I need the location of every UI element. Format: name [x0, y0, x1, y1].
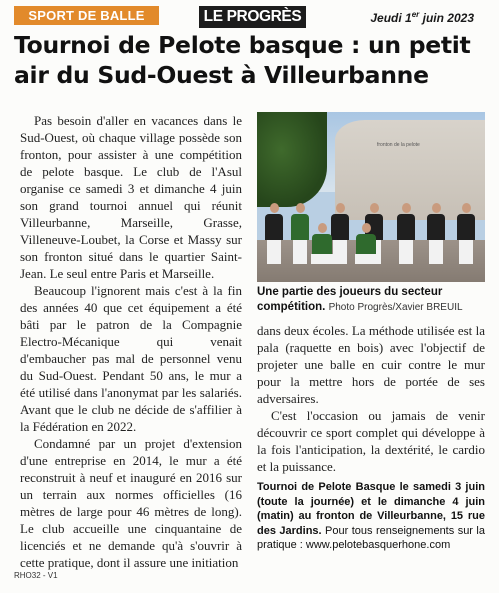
- caption-text: Une partie des joueurs du secteur compétition.: [257, 286, 443, 313]
- player-figure: [457, 203, 475, 264]
- player-figure: [427, 203, 445, 264]
- photo-credit: Photo Progrès/Xavier BREUIL: [328, 302, 463, 313]
- paragraph-intro: Pas besoin d'aller en vacances dans le Sud-Ouest, où chaque village possède son fronton, pour assister à une compétition de pelote basque. Le club de l'Asul organise ce samedi 3 et dimanche 4 juin son grand tournoi annuel qui réunit Villeurbanne, Marseille, Grasse, Villeneuve-Loubet, la Corse et Massy sur son fronton situé dans le quartier Saint-Jean. Le seul entre Paris et Marseille.: [20, 113, 242, 281]
- kneeling-player-figure: [355, 223, 377, 264]
- photo-caption: [257, 285, 487, 315]
- article-headline: Tournoi de Pelote basque : un petit air du Sud-Ouest à Villeurbanne: [14, 31, 471, 89]
- date-superscript: er: [411, 10, 420, 19]
- paragraph-reconstruction-continued: dans deux écoles. La méthode utilisée est la pala (raquette en bois) avec l'objectif de projeter une balle en cuir contre le mur pour la mettre hors de portée de ses adversaires.: [257, 323, 485, 406]
- page-code: RHO32 - V1: [14, 571, 58, 580]
- date-suffix: juin 2023: [419, 11, 474, 25]
- player-figure: [397, 203, 415, 264]
- article-column-left: [20, 112, 242, 582]
- practical-info: [257, 480, 485, 553]
- section-rubric: SPORT DE BALLE: [14, 6, 159, 25]
- publication-date: [370, 10, 474, 25]
- player-figure: [265, 203, 283, 264]
- contact-info: Pour tous renseignements sur la pratique : www.pelotebasquerhone.com: [257, 524, 485, 551]
- article-photo: [257, 112, 485, 282]
- date-prefix: Jeudi 1: [370, 11, 412, 25]
- paragraph-reconstruction: Condamné par un projet d'extension d'une entreprise en 2014, le mur a été reconstruit à neuf et inauguré en 2016 sur un terrain aux normes officielles (16 mètres de large pour 46 mètres de long). Le club accueille une cinquantaine de licenciés et ne demande qu'à s'ouvrir à cette pratique, dont il assure une initiation: [20, 436, 242, 570]
- article-column-right: [257, 322, 485, 475]
- photo-tree: [257, 112, 327, 207]
- fronton-sign: fronton de la pelote: [377, 142, 420, 148]
- player-figure: [331, 203, 349, 264]
- newspaper-masthead: LE PROGRÈS: [199, 6, 306, 28]
- player-figure: [291, 203, 309, 264]
- kneeling-player-figure: [311, 223, 333, 264]
- paragraph-history: Beaucoup l'ignorent mais c'est à la fin des années 40 que cet équipement a été bâti par le patron de la Compagnie Electro-Mécanique qui venait d'embaucher pas mal de personnel venu du Sud-Ouest. Pendant 50 ans, le mur a été utilisé dans l'anonymat par les salariés. Avant que le club ne décide de s'affilier à la Fédération en 2022.: [20, 283, 242, 434]
- event-details: Tournoi de Pelote Basque le samedi 3 juin (toute la journée) et le dimanche 4 juin (matin) au fronton de Villeurbanne, 15 rue des Jardins.: [257, 481, 485, 537]
- paragraph-invitation: C'est l'occasion ou jamais de venir découvrir ce sport complet qui développe à la fois l'anticipation, la dextérité, le cardio et la puissance.: [257, 408, 485, 474]
